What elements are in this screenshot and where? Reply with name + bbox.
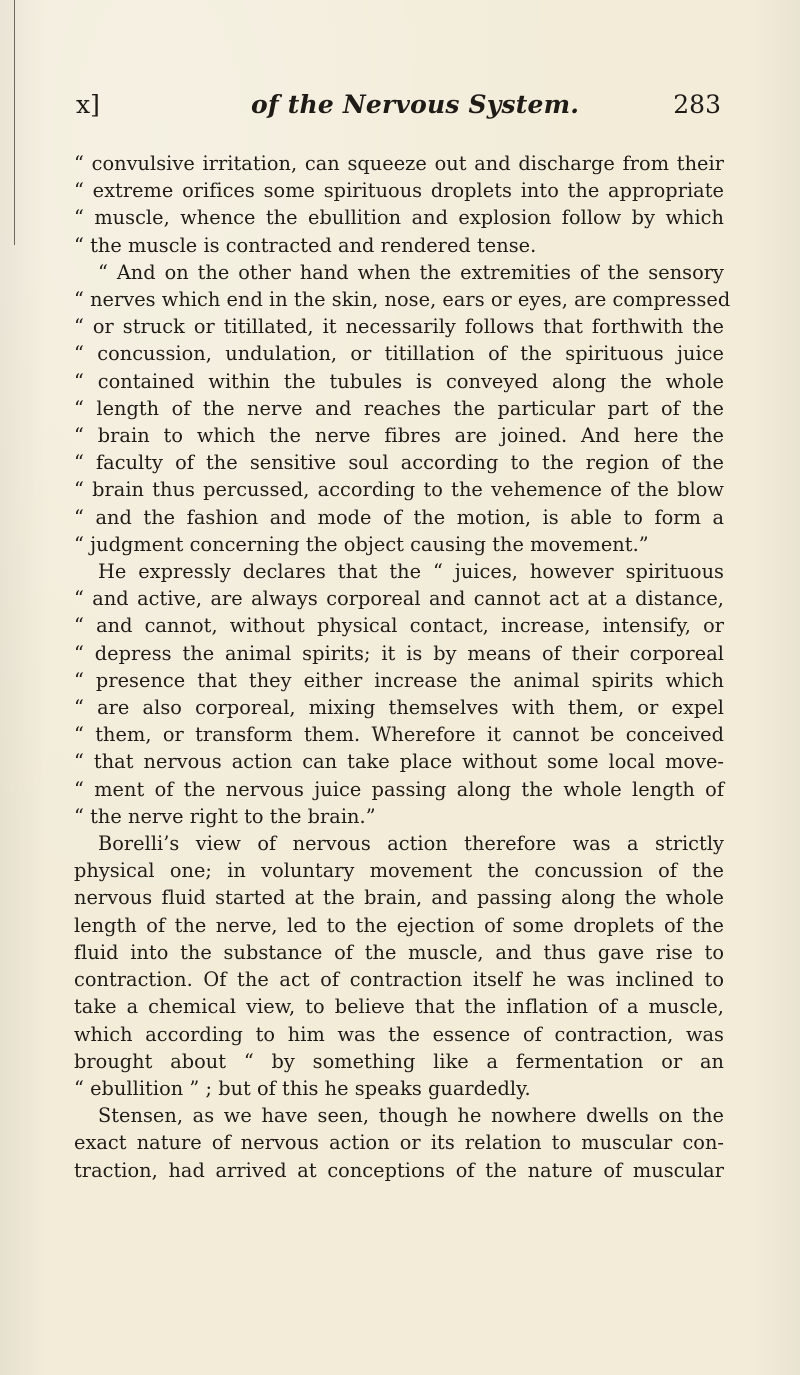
text-line: Stensen, as we have seen, though he nowhere dwells on the — [98, 1104, 724, 1128]
chapter-number: x] — [76, 90, 100, 119]
text-line: “ brain thus percussed, according to the vehemence of the blow — [74, 478, 724, 502]
text-line: “ and cannot, without physical contact, increase, intensify, or — [74, 614, 724, 638]
body-text — [74, 150, 731, 1184]
text-line: exact nature of nervous action or its relation to muscular con- — [74, 1131, 724, 1155]
text-line: fluid into the substance of the muscle, and thus gave rise to — [74, 940, 724, 964]
text-line: which according to him was the essence of contraction, was — [74, 1022, 724, 1046]
text-line: “ length of the nerve and reaches the particular part of the — [74, 396, 724, 420]
text-line: physical one; in voluntary movement the concussion of the — [74, 859, 724, 883]
text-line: “ extreme orifices some spirituous droplets into the appropriate — [74, 179, 724, 203]
text-line: “ and active, are always corporeal and cannot act at a distance, — [74, 587, 724, 611]
text-line: nervous fluid started at the brain, and passing along the whole — [74, 886, 724, 910]
running-header — [76, 90, 721, 126]
text-line: “ depress the animal spirits; it is by means of their corporeal — [74, 641, 724, 665]
text-line: “ nerves which end in the skin, nose, ears or eyes, are compressed — [74, 288, 731, 312]
text-line: “ faculty of the sensitive soul according to the region of the — [74, 451, 724, 475]
text-line: “ ebullition ” ; but of this he speaks guardedly. — [74, 1076, 531, 1100]
text-line: “ the muscle is contracted and rendered tense. — [74, 233, 537, 257]
text-line: “ judgment concerning the object causing the movement.” — [74, 532, 649, 556]
text-line: “ them, or transform them. Wherefore it cannot be conceived — [74, 723, 724, 747]
text-line: take a chemical view, to believe that the inflation of a muscle, — [74, 995, 724, 1019]
page-edge-line — [0, 0, 15, 245]
text-line: He expressly declares that the “ juices, however spirituous — [98, 560, 724, 584]
text-line: “ And on the other hand when the extremities of the sensory — [98, 260, 724, 284]
text-line: “ are also corporeal, mixing themselves with them, or expel — [74, 696, 724, 720]
text-line: length of the nerve, led to the ejection of some droplets of the — [74, 913, 724, 937]
text-line: contraction. Of the act of contraction itself he was inclined to — [74, 968, 724, 992]
text-line: “ the nerve right to the brain.” — [74, 804, 376, 828]
text-line: “ ment of the nervous juice passing along the whole length of — [74, 777, 724, 801]
text-line: “ concussion, undulation, or titillation of the spirituous juice — [74, 342, 724, 366]
running-title: of the Nervous System. — [251, 90, 580, 119]
text-line: brought about “ by something like a fermentation or an — [74, 1049, 724, 1073]
text-line: traction, had arrived at conceptions of the nature of muscular — [74, 1158, 724, 1182]
text-line: “ brain to which the nerve fibres are joined. And here the — [74, 424, 724, 448]
text-line: Borelli’s view of nervous action therefore was a strictly — [98, 832, 724, 856]
text-line: “ presence that they either increase the animal spirits which — [74, 668, 724, 692]
text-line: “ and the fashion and mode of the motion, is able to form a — [74, 505, 724, 529]
text-line: “ contained within the tubules is conveyed along the whole — [74, 369, 724, 393]
text-line: “ that nervous action can take place without some local move- — [74, 750, 724, 774]
text-line: “ or struck or titillated, it necessarily follows that forthwith the — [74, 315, 724, 339]
text-line: “ muscle, whence the ebullition and explosion follow by which — [74, 206, 724, 230]
page-number: 283 — [673, 90, 721, 119]
text-line: “ convulsive irritation, can squeeze out and discharge from their — [74, 152, 724, 175]
